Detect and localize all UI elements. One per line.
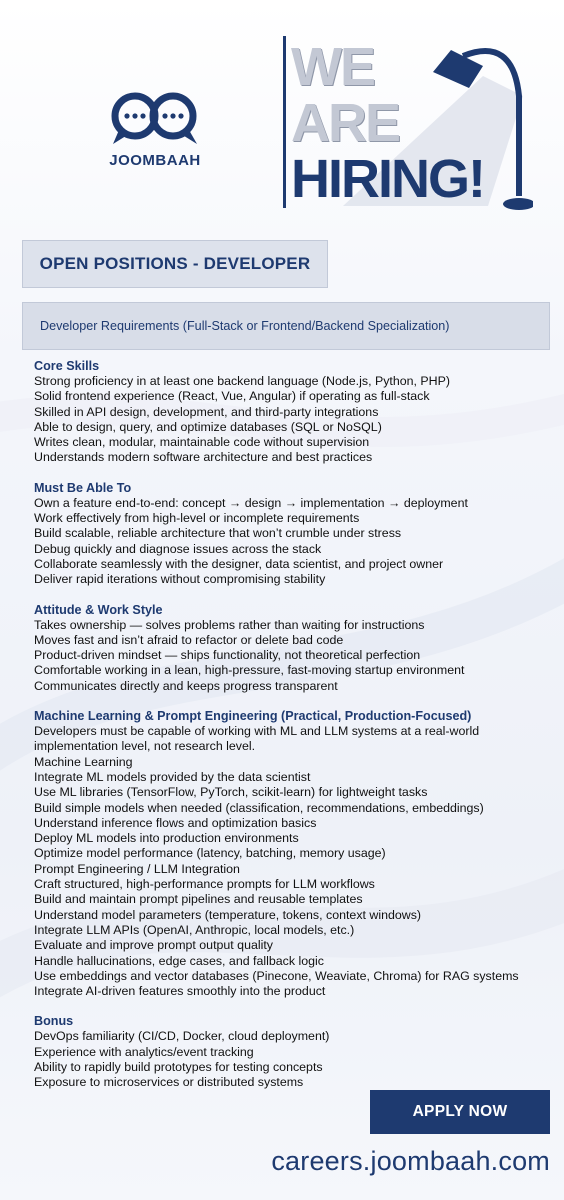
- careers-url[interactable]: careers.joombaah.com: [271, 1146, 550, 1176]
- requirements-content: [34, 358, 544, 1105]
- section-title: Attitude & Work Style: [34, 602, 163, 617]
- section-title: Core Skills: [34, 359, 100, 373]
- list-item: Communicates directly and keeps progress transparent: [34, 678, 338, 693]
- list-item: Build simple models when needed (classification, recommendations, embeddings): [34, 800, 484, 815]
- list-item: Work effectively from high-level or incomplete requirements: [34, 511, 360, 526]
- list-item: Understand model parameters (temperature, tokens, context windows): [34, 907, 422, 922]
- list-item: Craft structured, high-performance prompts for LLM workflows: [34, 877, 375, 892]
- list-item: Writes clean, modular, maintainable code without supervision: [34, 435, 370, 450]
- requirements-banner: Developer Requirements (Full-Stack or Frontend/Backend Specialization): [22, 302, 550, 350]
- open-positions-banner: OPEN POSITIONS - DEVELOPER: [22, 240, 328, 288]
- list-item: Integrate ML models provided by the data scientist: [34, 769, 311, 784]
- list-item: Understands modern software architecture and best practices: [34, 450, 373, 465]
- list-item: Build scalable, reliable architecture that won’t crumble under stress: [34, 526, 402, 541]
- list-item: Moves fast and isn’t afraid to refactor or delete bad code: [34, 632, 344, 647]
- list-item: Integrate AI-driven features smoothly into the product: [34, 984, 326, 999]
- list-item: Deliver rapid iterations without compromising stability: [34, 572, 326, 587]
- list-item: Strong proficiency in at least one backend language (Node.js, Python, PHP): [34, 374, 451, 388]
- list-item: Takes ownership — solves problems rather than waiting for instructions: [34, 617, 425, 632]
- brand-name: JOOMBAAH: [109, 152, 201, 169]
- list-item: Exposure to microservices or distributed systems: [34, 1075, 304, 1090]
- section-must-be-able-to: [34, 480, 544, 588]
- list-item: Experience with analytics/event tracking: [34, 1044, 254, 1059]
- list-item: Integrate LLM APIs (OpenAI, Anthropic, local models, etc.): [34, 922, 355, 937]
- list-item: Use embeddings and vector databases (Pinecone, Weaviate, Chroma) for RAG systems: [34, 968, 519, 983]
- section-ml-prompt-engineering: [34, 708, 544, 999]
- chat-bubbles-icon: [107, 86, 203, 150]
- we-are-hiring-graphic: [283, 36, 533, 216]
- list-item: Machine Learning: [34, 754, 133, 769]
- list-item: Handle hallucinations, edge cases, and fallback logic: [34, 953, 324, 968]
- section-attitude-work-style: [34, 602, 544, 694]
- list-item: Debug quickly and diagnose issues across the stack: [34, 541, 322, 556]
- list-item: Deploy ML models into production environments: [34, 831, 299, 846]
- list-item: Ability to rapidly build prototypes for testing concepts: [34, 1059, 323, 1074]
- list-item: Skilled in API design, development, and third-party integrations: [34, 404, 379, 419]
- list-item: Understand inference flows and optimization basics: [34, 815, 317, 830]
- list-item: Collaborate seamlessly with the designer, data scientist, and project owner: [34, 556, 444, 571]
- list-item: Able to design, query, and optimize databases (SQL or NoSQL): [34, 419, 382, 434]
- hero-word-are: ARE: [291, 93, 400, 153]
- list-item: Prompt Engineering / LLM Integration: [34, 861, 240, 876]
- hero-word-we: WE: [291, 37, 374, 97]
- section-core-skills: [34, 358, 544, 466]
- section-title: Must Be Able To: [34, 480, 132, 495]
- section-bonus: [34, 1013, 544, 1090]
- apply-now-button[interactable]: APPLY NOW: [370, 1090, 550, 1134]
- list-item: Developers must be capable of working with ML and LLM systems at a real-world implementation level, not research level.: [34, 724, 480, 754]
- list-item: Build and maintain prompt pipelines and reusable templates: [34, 892, 363, 907]
- list-item: Solid frontend experience (React, Vue, Angular) if operating as full-stack: [34, 389, 430, 404]
- list-item: DevOps familiarity (CI/CD, Docker, cloud deployment): [34, 1029, 330, 1044]
- list-item: Comfortable working in a lean, high-pressure, fast-moving startup environment: [34, 663, 465, 678]
- list-item: Evaluate and improve prompt output quality: [34, 938, 274, 953]
- list-item: Own a feature end-to-end: concept → design → implementation → deployment: [34, 495, 468, 510]
- section-title: Bonus: [34, 1014, 74, 1029]
- list-item: Product-driven mindset — ships functionality, not theoretical perfection: [34, 648, 421, 663]
- hero-word-hiring: HIRING!: [291, 149, 484, 209]
- section-title: Machine Learning & Prompt Engineering (Practical, Production-Focused): [34, 709, 472, 724]
- brand-logo: [100, 86, 210, 169]
- list-item: Use ML libraries (TensorFlow, PyTorch, scikit-learn) for lightweight tasks: [34, 785, 428, 800]
- list-item: Optimize model performance (latency, batching, memory usage): [34, 846, 386, 861]
